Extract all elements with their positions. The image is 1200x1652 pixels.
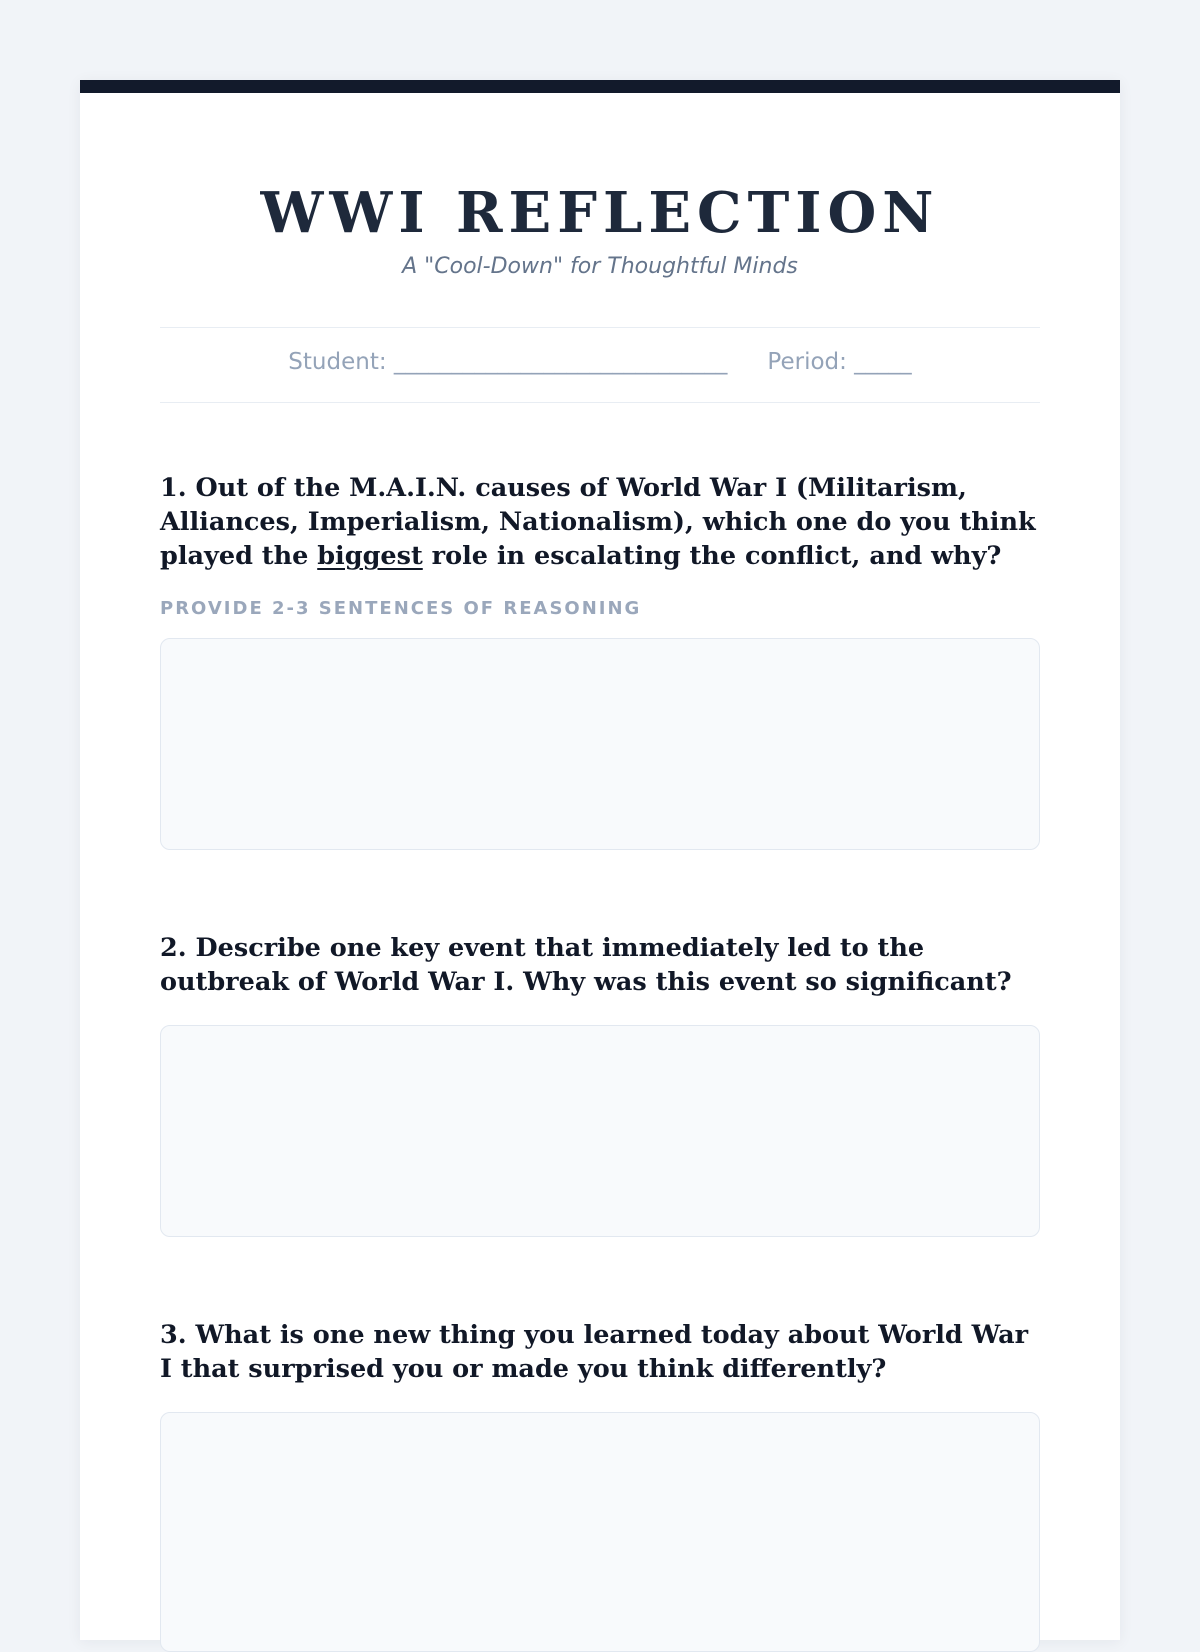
- question-1-text-end: role in escalating the conflict, and why?: [422, 541, 1002, 571]
- worksheet-subtitle: A "Cool-Down" for Thoughtful Minds: [402, 254, 798, 279]
- question-1-hint: PROVIDE 2-3 SENTENCES OF REASONING: [160, 598, 642, 619]
- question-3: 3. What is one new thing you learned today about World War I that surprised you or made you think differently?: [160, 1320, 1029, 1384]
- worksheet-title: WWI REFLECTION: [260, 180, 940, 246]
- period-field[interactable]: Period: _____: [767, 349, 912, 375]
- question-1-text-start: 1. Out of the M.A.I.N. causes of World War I (Militarism, Alliances, Imperialism, Nationalism), which one do you think played the: [160, 473, 1036, 571]
- question-1-emphasis: biggest: [317, 541, 423, 571]
- header-divider-bottom: [160, 402, 1040, 403]
- question-1: [160, 471, 1040, 573]
- header-divider-top: [160, 327, 1040, 328]
- worksheet-card: [80, 80, 1120, 1640]
- answer-box-2[interactable]: [160, 1025, 1040, 1237]
- answer-box-1[interactable]: [160, 638, 1040, 850]
- question-2: 2. Describe one key event that immediately led to the outbreak of World War I. Why was this event so significant?: [160, 933, 1012, 997]
- student-name-field[interactable]: Student: _____________________________: [288, 349, 728, 375]
- student-info-row: [160, 345, 1040, 379]
- answer-box-3[interactable]: [160, 1412, 1040, 1652]
